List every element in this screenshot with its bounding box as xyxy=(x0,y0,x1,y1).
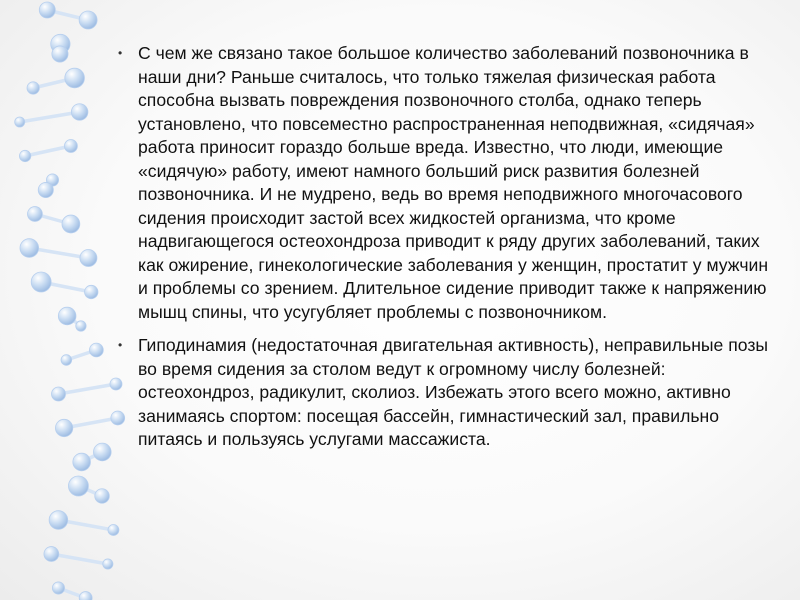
paragraph-text: Гиподинамия (недостаточная двигательная активность), неправильные позы во время сидения за столом ведут к огромному числу болезней: остеохондроз, радикулит, сколиоз. Избежать этого всего можно, активно занимаясь спортом: посещая бассейн, гимнастический зал, правильно питаясь и пользуясь услугами массажиста. xyxy=(138,335,769,449)
helix-rod xyxy=(25,146,71,156)
helix-bead xyxy=(103,559,113,569)
helix-bead xyxy=(51,387,65,401)
helix-bead xyxy=(20,239,39,258)
helix-bead xyxy=(52,582,64,594)
helix-bead xyxy=(31,272,51,292)
bullet-paragraph-2 xyxy=(118,334,778,452)
helix-bead xyxy=(44,547,59,562)
helix-bead xyxy=(85,285,98,298)
helix-bead xyxy=(61,355,72,366)
helix-rod xyxy=(51,554,107,564)
helix-rod xyxy=(20,112,80,122)
helix-bead xyxy=(76,321,86,331)
helix-bead xyxy=(39,2,55,18)
helix-bead xyxy=(93,443,111,461)
helix-bead xyxy=(62,215,80,233)
helix-bead xyxy=(52,46,68,62)
helix-bead xyxy=(55,419,72,436)
helix-bead xyxy=(15,117,25,127)
helix-bead xyxy=(79,11,97,29)
helix-rod xyxy=(59,384,116,394)
helix-bead xyxy=(27,82,39,94)
helix-bead xyxy=(80,249,97,266)
helix-bead xyxy=(79,592,92,600)
helix-bead xyxy=(73,453,91,471)
bullet-icon: • xyxy=(118,46,123,60)
helix-bead xyxy=(108,525,119,536)
dna-helix-icon xyxy=(0,0,135,600)
bullet-icon: • xyxy=(118,338,123,352)
helix-bead xyxy=(38,182,53,197)
bullet-paragraph-1 xyxy=(118,42,778,324)
helix-bead xyxy=(19,150,30,161)
helix-bead xyxy=(65,68,85,88)
helix-bead xyxy=(58,307,76,325)
helix-bead xyxy=(68,476,88,496)
bullet-list xyxy=(118,42,778,452)
helix-bead xyxy=(89,343,103,357)
helix-bead xyxy=(64,140,77,153)
slide-body xyxy=(118,42,778,462)
helix-bead xyxy=(95,489,110,504)
helix-bead xyxy=(71,104,88,121)
helix-bead xyxy=(49,511,68,530)
helix-bead xyxy=(27,207,42,222)
paragraph-text: С чем же связано такое большое количество заболеваний позвоночника в наши дни? Раньше считалось, что только тяжелая физическая работа способна вызвать повреждения позвоночного столба, однако теперь установлено, что повсеместно распространенная неподвижная, «сидячая» работа приносит гораздо больше вреда. Известно, что люди, имеющие «сидячую» работу, имеют намного больший риск развития болезней позвоночника. И не мудрено, ведь во время неподвижного многочасового сидения происходит застой всех жидкостей организма, что кроме надвигающегося остеохондроза приводит к ряду других заболеваний, таких как ожирение, гинекологические заболевания у женщин, простатит у мужчин и проблемы со зрением. Длительное сидение приводит также к напряжению мышц спины, что усугубляет проблемы с позвоночником. xyxy=(138,43,769,322)
